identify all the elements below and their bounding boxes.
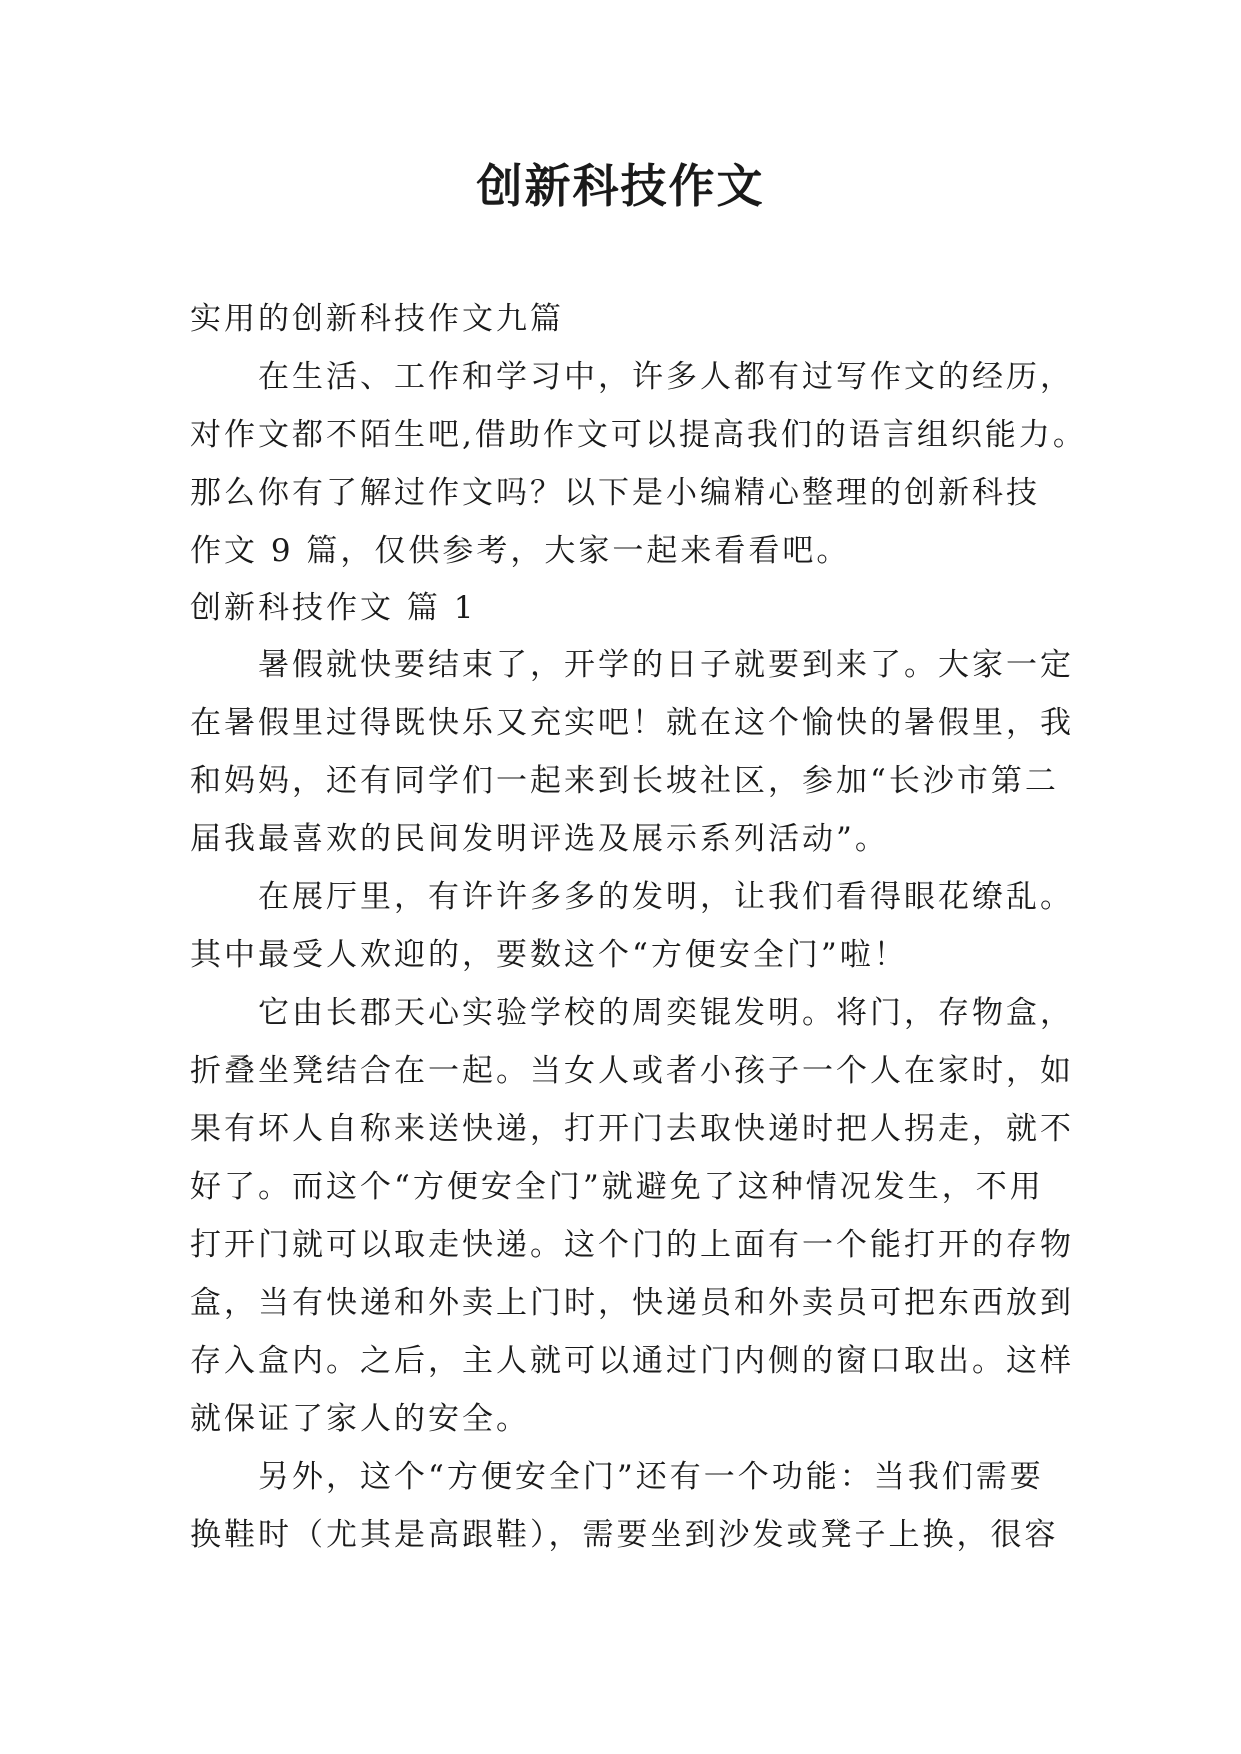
intro-line: 对作文都不陌生吧,借助作文可以提高我们的语言组织能力。: [190, 417, 1087, 453]
document-title: 创新科技作文: [476, 159, 765, 213]
body-paragraph-2: [190, 868, 1074, 984]
paragraph-line: 好了。而这个“方便安全门”就避免了这种情况发生，不用: [190, 1169, 1044, 1205]
paragraph-line: 和妈妈，还有同学们一起来到长坡社区，参加“长沙市第二: [190, 763, 1059, 799]
paragraph-line: 就保证了家人的安全。: [190, 1401, 530, 1437]
body-paragraph-3: [190, 984, 1074, 1448]
paragraph-line: 盒，当有快递和外卖上门时，快递员和外卖员可把东西放到: [190, 1285, 1074, 1321]
document-body: [190, 290, 1087, 1564]
paragraph-line: 届我最喜欢的民间发明评选及展示系列活动”。: [190, 821, 889, 857]
paragraph-line: 存入盒内。之后，主人就可以通过门内侧的窗口取出。这样: [190, 1343, 1074, 1379]
intro-paragraph: [190, 348, 1087, 580]
paragraph-line: 暑假就快要结束了，开学的日子就要到来了。大家一定: [258, 647, 1074, 683]
paragraph-line: 在展厅里，有许许多多的发明，让我们看得眼花缭乱。: [258, 879, 1074, 915]
paragraph-line: 在暑假里过得既快乐又充实吧！就在这个愉快的暑假里，我: [190, 705, 1074, 741]
paragraph-line: 折叠坐凳结合在一起。当女人或者小孩子一个人在家时，如: [190, 1053, 1074, 1089]
paragraph-line: 其中最受人欢迎的，要数这个“方便安全门”啦！: [190, 937, 908, 973]
intro-line: 那么你有了解过作文吗？以下是小编精心整理的创新科技: [190, 475, 1040, 511]
paragraph-line: 换鞋时（尤其是高跟鞋），需要坐到沙发或凳子上换，很容: [190, 1517, 1059, 1553]
section-heading: 创新科技作文 篇 1: [190, 590, 477, 626]
intro-line: 在生活、工作和学习中，许多人都有过写作文的经历，: [258, 359, 1074, 395]
paragraph-line: 打开门就可以取走快递。这个门的上面有一个能打开的存物: [190, 1227, 1074, 1263]
intro-line: 作文 9 篇，仅供参考，大家一起来看看吧。: [190, 533, 851, 569]
body-paragraph-1: [190, 636, 1074, 868]
document-subtitle: 实用的创新科技作文九篇: [190, 301, 564, 337]
paragraph-line: 它由长郡天心实验学校的周奕锟发明。将门，存物盒，: [258, 995, 1074, 1031]
body-paragraph-4: [190, 1448, 1070, 1564]
paragraph-line: 果有坏人自称来送快递，打开门去取快递时把人拐走，就不: [190, 1111, 1074, 1147]
paragraph-line: 另外，这个“方便安全门”还有一个功能：当我们需要: [258, 1459, 1044, 1495]
